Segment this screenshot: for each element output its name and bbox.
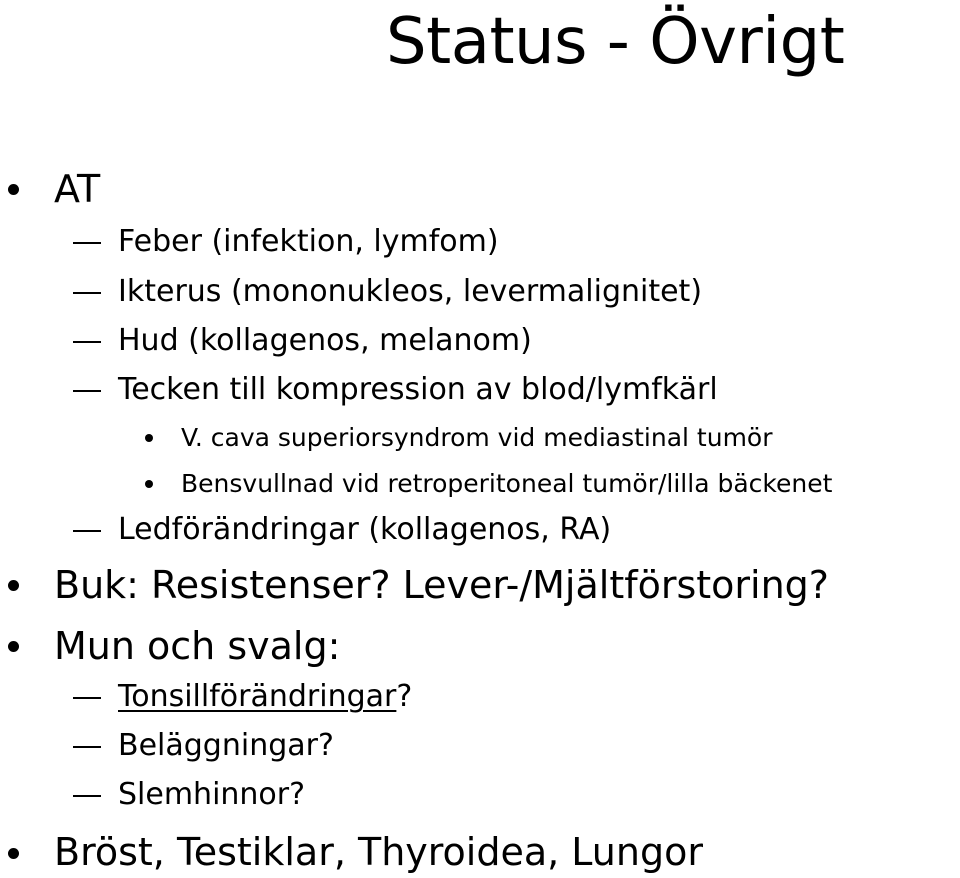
item-hud: Hud (kollagenos, melanom) [118,323,532,358]
tonsill-text: Tonsillförändringar [118,679,397,714]
dash-icon [73,697,101,699]
bullet-icon [145,480,153,488]
bullet-icon [8,848,19,859]
item-mun: Mun och svalg: [54,624,341,668]
item-vcava: V. cava superiorsyndrom vid mediastinal tumör [181,423,773,452]
item-feber: Feber (infektion, lymfom) [118,224,499,259]
dash-icon [73,341,101,343]
bullet-icon [8,580,19,591]
dash-icon [73,746,101,748]
item-buk: Buk: Resistenser? Lever-/Mjältförstoring? [54,563,829,607]
bullet-icon [8,184,19,195]
bullet-icon [145,434,153,442]
dash-icon [73,795,101,797]
dash-icon [73,292,101,294]
dash-icon [73,390,101,392]
item-brost: Bröst, Testiklar, Thyroidea, Lungor [54,830,703,874]
tonsill-question: ? [396,679,413,714]
item-tecken: Tecken till kompression av blod/lymfkärl [118,372,718,407]
dash-icon [73,530,101,532]
bullet-icon [8,641,19,652]
item-slem: Slemhinnor? [118,777,306,812]
item-tonsill [118,678,412,716]
item-ikterus: Ikterus (mononukleos, levermalignitet) [118,274,703,309]
item-bensvullnad: Bensvullnad vid retroperitoneal tumör/lilla bäckenet [181,469,833,498]
item-belagg: Beläggningar? [118,728,334,763]
dash-icon [73,242,101,244]
item-at: AT [54,167,101,211]
item-led: Ledförändringar (kollagenos, RA) [118,512,612,547]
slide-title: Status - Övrigt [386,5,845,79]
